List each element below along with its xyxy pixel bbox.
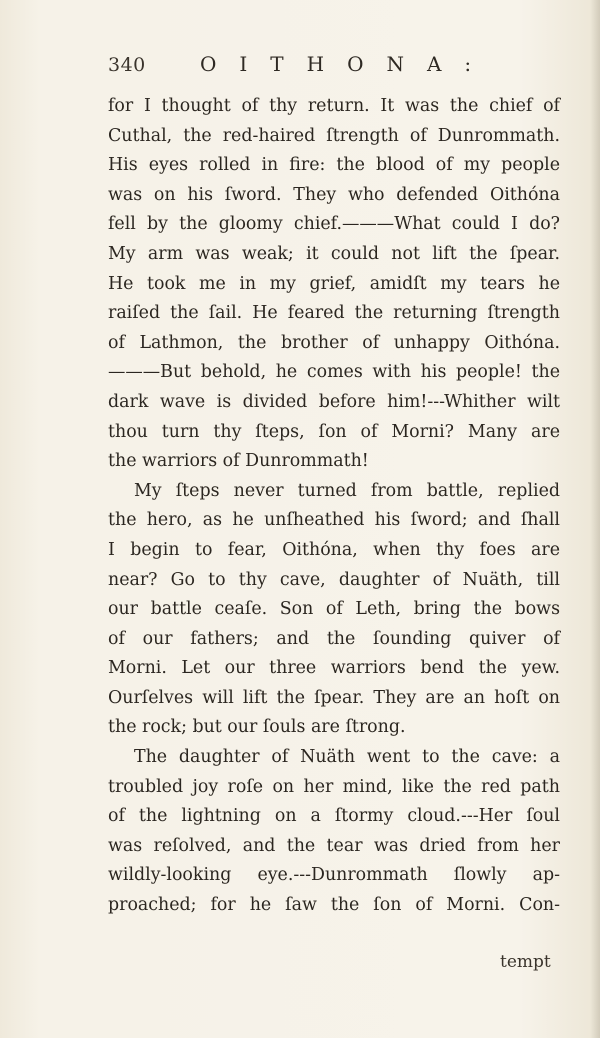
text-line: raiſed the ſail. He feared the returning ſtrength — [108, 303, 560, 324]
text-line: I begin to fear, Oithóna, when thy foes are — [108, 539, 560, 560]
text-line: ———But behold, he comes with his people! the — [108, 362, 560, 383]
text-line: dark wave is divided before him!---Whither wilt — [108, 391, 560, 412]
body-text — [108, 92, 560, 921]
text-line: the warriors of Dunrommath! — [108, 451, 369, 472]
text-line: Morni. Let our three warriors bend the yew. — [108, 658, 560, 679]
text-line: troubled joy roſe on her mind, like the red path — [108, 776, 560, 797]
text-line: My ſteps never turned from battle, replied — [134, 480, 560, 501]
text-line: of Lathmon, the brother of unhappy Oithóna. — [108, 332, 560, 353]
text-line: for I thought of thy return. It was the chief of — [108, 96, 560, 116]
text-line: thou turn thy ſteps, ſon of Morni? Many are — [108, 421, 560, 442]
text-line: was reſolved, and the tear was dried from her — [108, 835, 560, 856]
text-line: proached; for he ſaw the ſon of Morni. Con- — [108, 895, 560, 916]
text-line: of the lightning on a ſtormy cloud.---Her ſoul — [108, 806, 560, 827]
page-edge-shadow — [590, 0, 600, 1038]
text-line: Ourſelves will lift the ſpear. They are an hoſt on — [108, 687, 560, 708]
text-line: The daughter of Nuäth went to the cave: a — [134, 747, 560, 768]
text-line: of our fathers; and the ſounding quiver of — [108, 628, 560, 649]
catchword: tempt — [500, 952, 551, 972]
text-line: the rock; but our ſouls are ſtrong. — [108, 717, 406, 738]
page-number: 340 — [108, 54, 146, 76]
text-line: My arm was weak; it could not lift the ſpear. — [108, 243, 560, 264]
text-line: was on his ſword. They who defended Oithóna — [108, 184, 560, 205]
text-line: near? Go to thy cave, daughter of Nuäth, till — [108, 569, 560, 590]
running-title: OITHONA: — [200, 52, 495, 76]
page-header — [108, 52, 568, 92]
text-line: Cuthal, the red-haired ſtrength of Dunrommath. — [108, 125, 560, 146]
text-line: wildly-looking eye.---Dunrommath ſlowly ap- — [108, 865, 560, 886]
text-line: His eyes rolled in fire: the blood of my people — [108, 155, 560, 176]
text-line: fell by the gloomy chief.———What could I do? — [108, 214, 560, 235]
text-line: our battle ceaſe. Son of Leth, bring the bows — [108, 599, 560, 620]
text-line: He took me in my grief, amidſt my tears he — [108, 273, 560, 294]
text-line: the hero, as he unſheathed his ſword; and ſhall — [108, 510, 560, 531]
